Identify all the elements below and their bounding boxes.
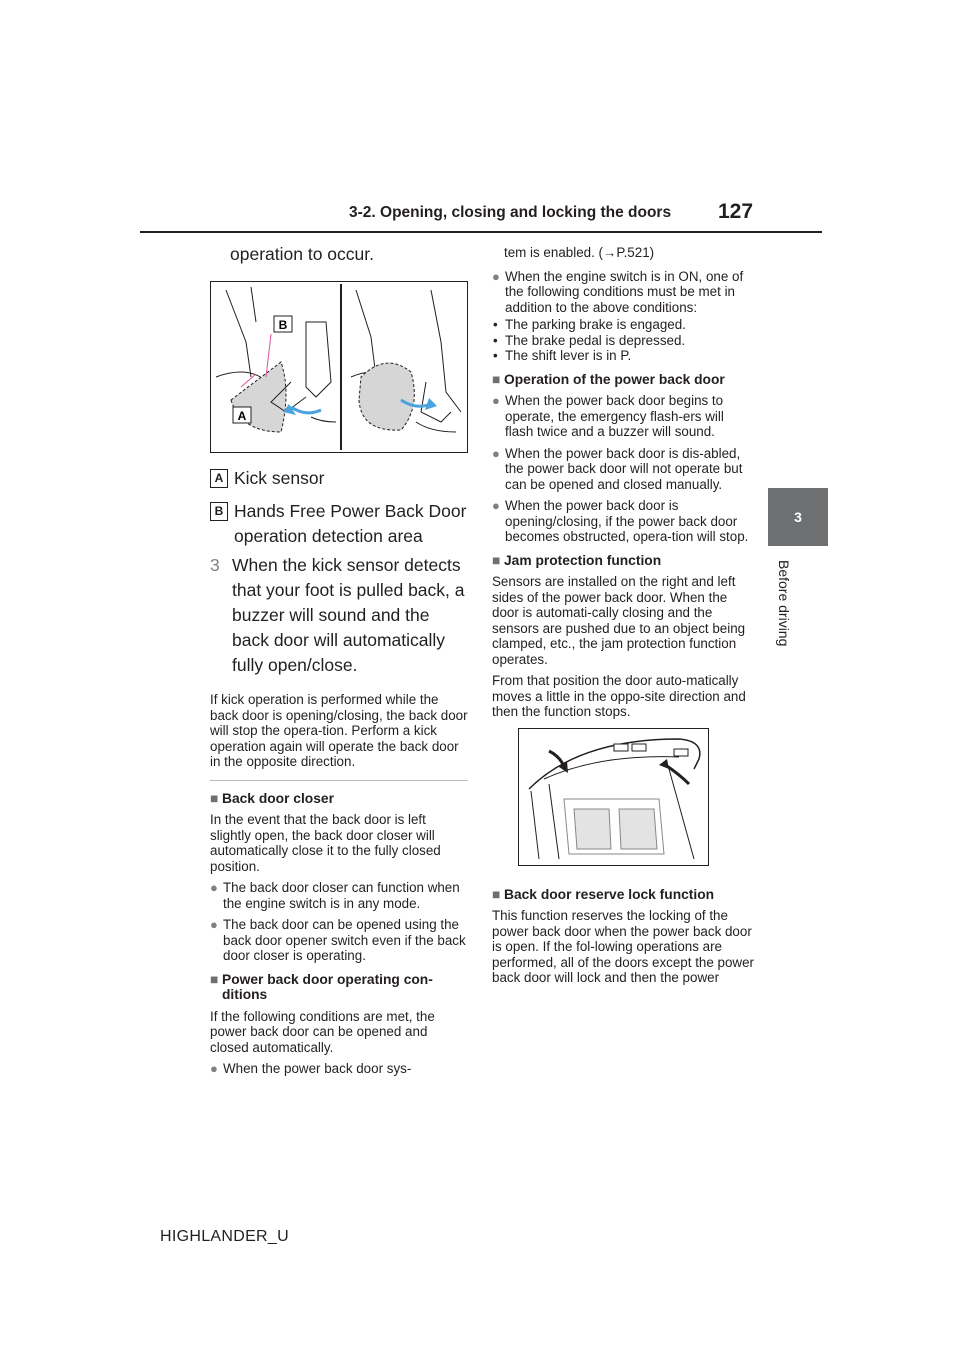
bullet-icon: ● <box>492 498 500 513</box>
figure-label-b: B <box>278 318 288 332</box>
closer-heading: ■ Back door closer <box>210 790 334 806</box>
chapter-tab[interactable] <box>768 488 828 546</box>
dash-item: • The parking brake is engaged. <box>493 317 686 332</box>
bullet-icon: ● <box>210 917 218 932</box>
page-number: 127 <box>718 200 754 223</box>
section-title: 3-2. Opening, closing and locking the doors <box>349 204 672 221</box>
callout-b <box>214 499 468 549</box>
kick-sensor-illustration <box>210 281 468 453</box>
step-3 <box>210 553 468 678</box>
right-column <box>492 245 754 992</box>
header-divider <box>140 231 822 233</box>
conditions-heading: ■ Power back door operating con-ditions <box>210 971 433 1002</box>
intro-text: operation to occur. <box>230 244 374 264</box>
closer-bullet: ● The back door closer can function when the engine switch is in any mode. <box>210 880 460 911</box>
operation-heading: ■ Operation of the power back door <box>492 371 725 387</box>
callout-a-text: Kick sensor <box>234 468 325 488</box>
back-door-illustration <box>518 728 709 866</box>
chapter-label: Before driving <box>776 560 792 647</box>
bullet-icon: ● <box>492 393 500 408</box>
divider <box>210 780 468 781</box>
step-number: 3 <box>210 555 220 575</box>
bullet-icon: ● <box>492 445 500 461</box>
step-text: When the kick sensor detects that your foot is pulled back, a buzzer will sound and the back door will automatically fully open/close. <box>232 555 465 675</box>
dash-item: • The brake pedal is depressed. <box>493 332 686 348</box>
callout-a <box>214 466 468 491</box>
jam-text-1: Sensors are installed on the right and left sides of the power back door. When the door is automati-cally closing and the sensors are pushed due to an object being clamped, etc., the jam protection function operates. <box>492 574 746 667</box>
chapter-label-container <box>772 560 792 680</box>
callout-b-text: Hands Free Power Back Door operation detection area <box>234 501 467 546</box>
callout-a-marker: A <box>210 469 228 488</box>
continued-text: tem is enabled. (→P.521) <box>504 245 655 260</box>
conditions-bullet: ● When the power back door sys- <box>210 1061 412 1076</box>
bullet-icon: ● <box>210 1061 218 1076</box>
reserve-heading: ■ Back door reserve lock function <box>492 886 715 902</box>
operation-bullet: ● When the power back door is dis-abled, the power back door will not operate but can be opened and closed manually. <box>492 445 743 492</box>
bullet-icon: ● <box>492 268 500 284</box>
chapter-number: 3 <box>794 509 802 525</box>
jam-heading: ■ Jam protection function <box>492 552 662 568</box>
conditions-text: If the following conditions are met, the power back door can be opened and closed automatically. <box>210 1008 435 1055</box>
on-dash-list <box>492 317 754 364</box>
dash-item: • The shift lever is in P. <box>493 348 632 363</box>
operation-bullet: ● When the power back door is opening/closing, if the power back door becomes obstructed, opera-tion will stop. <box>492 498 749 544</box>
reserve-text: This function reserves the locking of the power back door when the power back door is open. If the fol-lowing operations are performed, all of the doors except the power back door will lock and then the power <box>492 908 755 985</box>
on-bullet: ● When the engine switch is in ON, one of the following conditions must be met in addition to the above conditions: <box>492 268 744 315</box>
figure-label-a: A <box>237 409 247 423</box>
bullet-icon: ● <box>210 880 218 895</box>
closer-bullet: ● The back door can be opened using the back door opener switch even if the back door closer is operating. <box>210 917 466 963</box>
callout-b-marker: B <box>210 502 228 521</box>
operation-bullet: ● When the power back door begins to operate, the emergency flash-ers will flash twice and a buzzer will sound. <box>492 393 724 439</box>
kick-note: If kick operation is performed while the back door is opening/closing, the back door will stop the opera-tion. Perform a kick operation again will operate the back door in the opposite direction. <box>210 692 468 769</box>
left-column <box>210 242 468 1083</box>
footer-model: HIGHLANDER_U <box>160 1228 289 1245</box>
closer-text: In the event that the back door is left slightly open, the back door closer will automatically close it to the fully closed position. <box>210 812 441 874</box>
jam-text-2: From that position the door auto-matically moves a little in the oppo-site direction and then the function stops. <box>492 673 746 719</box>
